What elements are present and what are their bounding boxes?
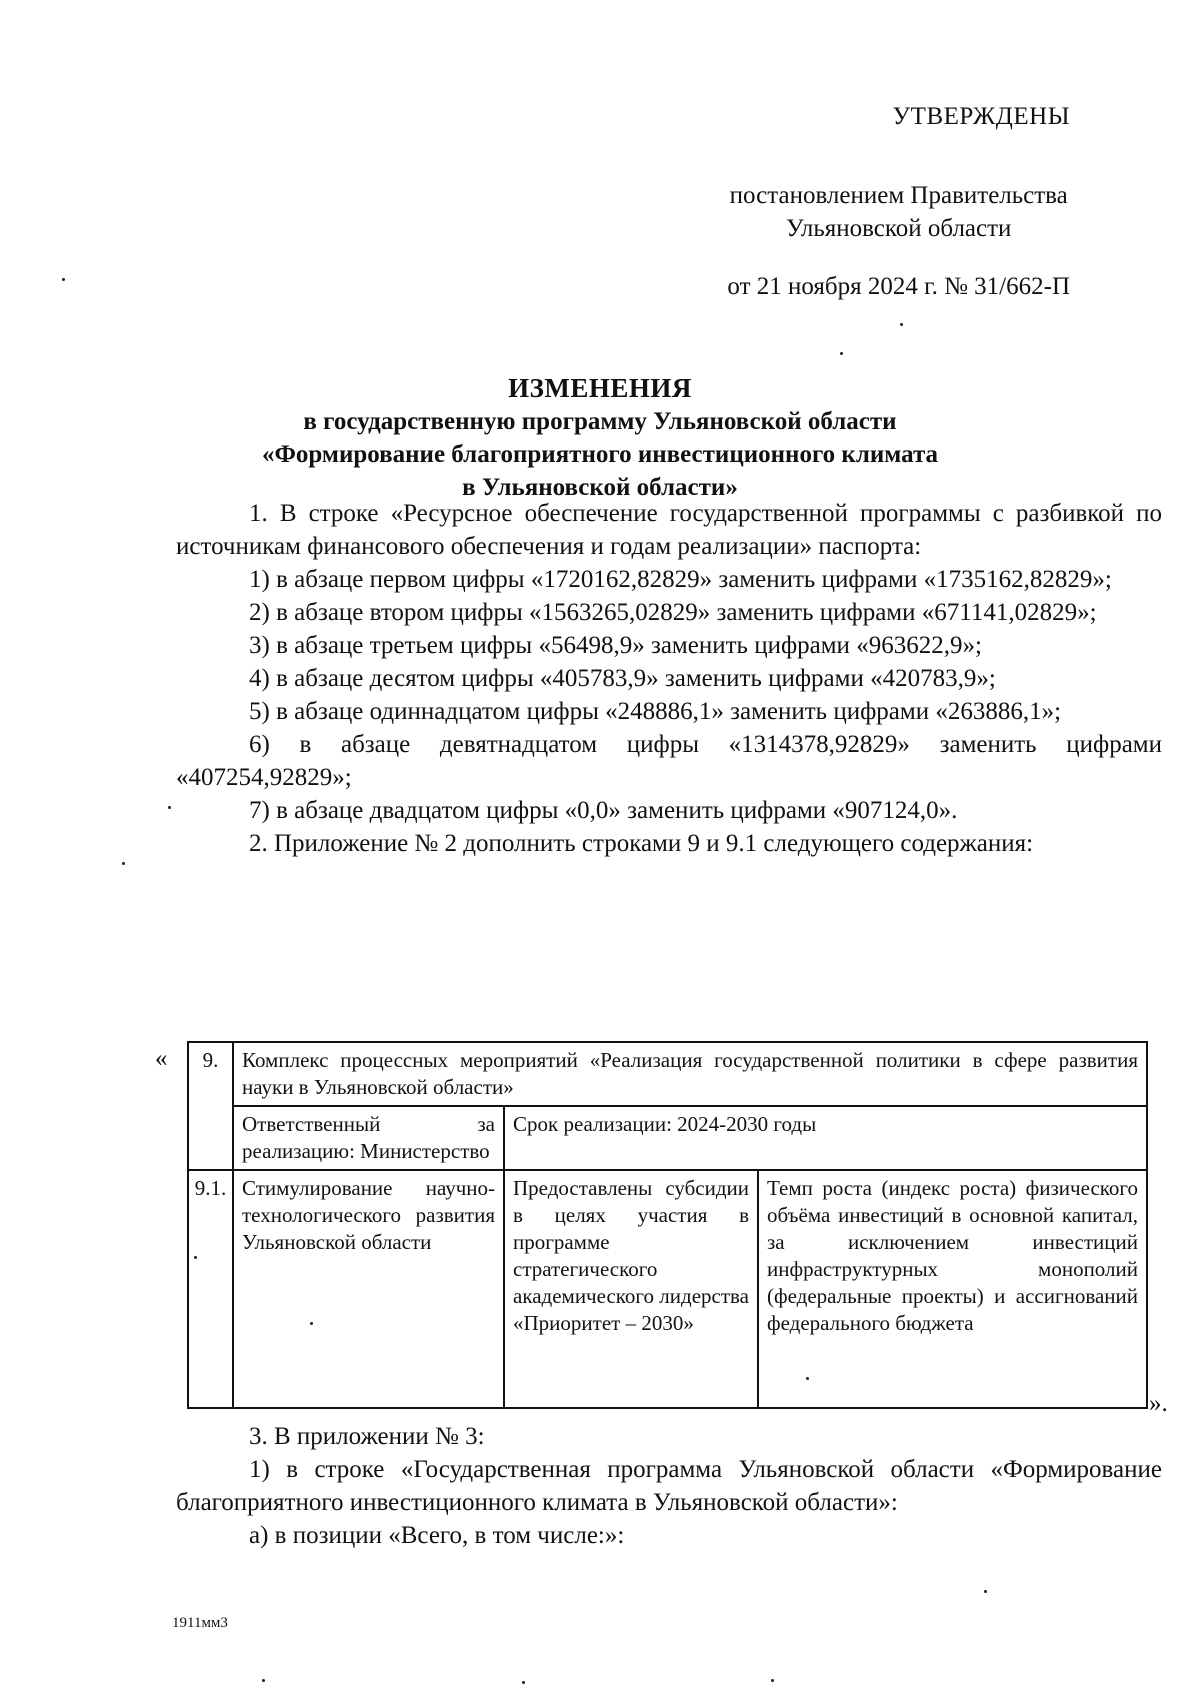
quote-close: ». bbox=[1149, 1390, 1168, 1417]
row-9-term: Срок реализации: 2024-2030 годы bbox=[504, 1106, 1147, 1170]
section-1-item-5: 5) в абзаце одиннадцатом цифры «248886,1» заменить цифрами «263886,1»; bbox=[249, 698, 1062, 725]
scan-speck bbox=[522, 1681, 525, 1684]
section-1-item-4: 4) в абзаце десятом цифры «405783,9» заменить цифрами «420783,9»; bbox=[249, 665, 996, 692]
approval-stamp bbox=[727, 100, 1070, 303]
row-9-responsible: Ответственный за реализацию: Министерство bbox=[233, 1106, 504, 1170]
title-line-3: в Ульяновской области» bbox=[462, 474, 738, 501]
approval-date-number: от 21 ноября 2024 г. № 31/662-П bbox=[727, 273, 1070, 300]
scan-speck bbox=[262, 1679, 265, 1682]
quote-open: « bbox=[155, 1045, 168, 1072]
document-title bbox=[0, 372, 1200, 504]
approval-region: Ульяновской области bbox=[785, 215, 1012, 242]
scan-speck bbox=[310, 1322, 313, 1325]
table-row-9-1 bbox=[188, 1170, 1147, 1408]
scan-speck bbox=[771, 1679, 774, 1682]
row-9-1-result: Предоставлены субсидии в целях участия в программе стратегического академического лидерства «Приоритет – 2030» bbox=[504, 1170, 758, 1408]
section-2-intro: 2. Приложение № 2 дополнить строками 9 и 9.1 следующего содержания: bbox=[249, 830, 1034, 857]
approval-heading: УТВЕРЖДЕНЫ bbox=[892, 103, 1070, 130]
title-line-2: «Формирование благоприятного инвестиционного климата bbox=[261, 441, 939, 468]
section-3 bbox=[176, 1420, 1162, 1552]
row-9-1-task: Стимулирование научно-технологического развития Ульяновской области bbox=[233, 1170, 504, 1408]
section-1-item-1: 1) в абзаце первом цифры «1720162,82829» заменить цифрами «1735162,82829»; bbox=[249, 566, 1112, 593]
section-1 bbox=[176, 497, 1162, 860]
appendix-table bbox=[187, 1041, 1148, 1409]
section-3-subitem-a: а) в позиции «Всего, в том числе:»: bbox=[249, 1522, 625, 1549]
table-row-9 bbox=[188, 1042, 1147, 1106]
scan-speck bbox=[840, 352, 843, 355]
scan-speck bbox=[900, 323, 903, 326]
approval-decree: постановлением Правительства bbox=[729, 182, 1068, 209]
row-9-1-indicator: Темп роста (индекс роста) физического объёма инвестиций в основной капитал, за исключением инвестиций инфраструктурных монополий (федеральные проекты) и ассигнований федерального бюджета bbox=[758, 1170, 1147, 1408]
scan-speck bbox=[62, 278, 65, 281]
scan-speck bbox=[122, 862, 125, 865]
row-9-number: 9. bbox=[188, 1042, 233, 1170]
section-1-item-2: 2) в абзаце втором цифры «1563265,02829» заменить цифрами «671141,02829»; bbox=[249, 599, 1097, 626]
row-9-1-number: 9.1. bbox=[188, 1170, 233, 1408]
title-line-1: в государственную программу Ульяновской области bbox=[303, 408, 897, 435]
scan-speck bbox=[806, 1377, 809, 1380]
table-row-9-meta bbox=[188, 1106, 1147, 1170]
section-1-item-3: 3) в абзаце третьем цифры «56498,9» заменить цифрами «963622,9»; bbox=[249, 632, 982, 659]
row-9-title: Комплекс процессных мероприятий «Реализация государственной политики в сфере развития науки в Ульяновской области» bbox=[233, 1042, 1147, 1106]
footer-code: 1911мм3 bbox=[172, 1615, 228, 1631]
section-1-item-6: 6) в абзаце девятнадцатом цифры «1314378,92829» заменить цифрами «407254,92829»; bbox=[176, 731, 1162, 791]
section-1-intro: 1. В строке «Ресурсное обеспечение государственной программы с разбивкой по источникам финансового обеспечения и годам реализации» паспорта: bbox=[176, 500, 1162, 560]
section-1-item-7: 7) в абзаце двадцатом цифры «0,0» заменить цифрами «907124,0». bbox=[249, 797, 958, 824]
scan-speck bbox=[984, 1590, 987, 1593]
scan-speck bbox=[168, 806, 171, 809]
section-3-intro: 3. В приложении № 3: bbox=[249, 1423, 485, 1450]
scan-speck bbox=[194, 1256, 197, 1259]
title-main: ИЗМЕНЕНИЯ bbox=[508, 373, 692, 403]
section-3-item-1: 1) в строке «Государственная программа Ульяновской области «Формирование благоприятного инвестиционного климата в Ульяновской области»: bbox=[176, 1456, 1162, 1516]
